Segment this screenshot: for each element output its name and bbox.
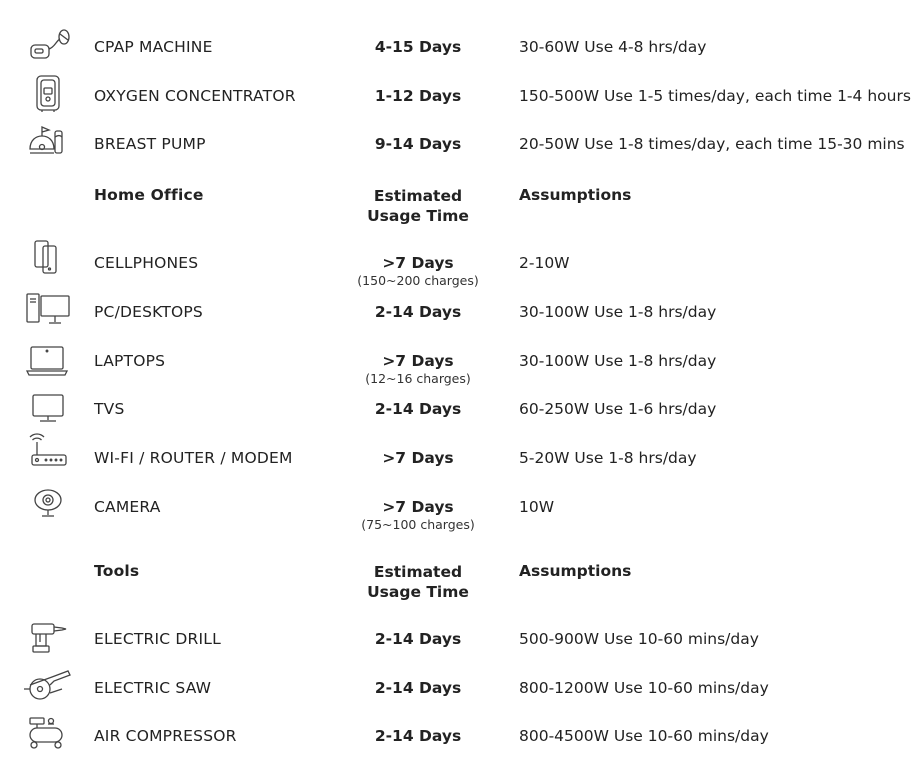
usage-time-header-line1: Estimated bbox=[373, 563, 463, 581]
usage-time-header-line1: Estimated bbox=[373, 187, 463, 205]
assumption: 800-4500W Use 10-60 mins/day bbox=[519, 727, 769, 745]
usage-time-value: 1-12 Days bbox=[374, 87, 462, 105]
usage-time bbox=[340, 135, 496, 153]
device-name: ELECTRIC DRILL bbox=[94, 630, 221, 648]
assumption: 30-100W Use 1-8 hrs/day bbox=[519, 303, 717, 321]
section-title: Tools bbox=[94, 562, 140, 580]
assumption: 60-250W Use 1-6 hrs/day bbox=[519, 400, 717, 418]
electric-saw-icon bbox=[22, 667, 74, 707]
section-title: Home Office bbox=[94, 186, 204, 204]
tv-icon bbox=[22, 390, 74, 430]
cpap-machine-icon bbox=[22, 27, 74, 67]
usage-time-note: (12~16 charges) bbox=[365, 371, 471, 386]
usage-time-value: 2-14 Days bbox=[374, 727, 462, 745]
usage-time-value: >7 Days bbox=[382, 498, 454, 516]
oxygen-concentrator-icon bbox=[22, 74, 74, 114]
assumption: 20-50W Use 1-8 times/day, each time 15-30 mins bbox=[519, 135, 905, 153]
usage-time bbox=[340, 254, 496, 288]
usage-time-value: 2-14 Days bbox=[374, 679, 462, 697]
usage-time-header-line2: Usage Time bbox=[367, 583, 469, 601]
assumption: 5-20W Use 1-8 hrs/day bbox=[519, 449, 697, 467]
device-name: PC/DESKTOPS bbox=[94, 303, 203, 321]
usage-time-value: >7 Days bbox=[382, 449, 454, 467]
device-name: ELECTRIC SAW bbox=[94, 679, 212, 697]
device-name: CPAP MACHINE bbox=[94, 38, 213, 56]
assumption: 800-1200W Use 10-60 mins/day bbox=[519, 679, 769, 697]
assumptions-header: Assumptions bbox=[519, 186, 632, 204]
assumption: 2-10W bbox=[519, 254, 570, 272]
usage-time bbox=[340, 630, 496, 648]
assumption: 30-60W Use 4-8 hrs/day bbox=[519, 38, 707, 56]
desktop-pc-icon bbox=[22, 290, 74, 330]
laptop-icon bbox=[22, 342, 74, 382]
usage-time bbox=[340, 449, 496, 467]
usage-time bbox=[340, 400, 496, 418]
assumptions-header: Assumptions bbox=[519, 562, 632, 580]
usage-time-value: 9-14 Days bbox=[374, 135, 462, 153]
assumption: 500-900W Use 10-60 mins/day bbox=[519, 630, 759, 648]
assumption: 150-500W Use 1-5 times/day, each time 1-4 hours bbox=[519, 87, 911, 105]
assumption: 10W bbox=[519, 498, 555, 516]
usage-time-header bbox=[340, 186, 496, 226]
assumption: 30-100W Use 1-8 hrs/day bbox=[519, 352, 717, 370]
usage-time-value: >7 Days bbox=[382, 352, 454, 370]
usage-time-value: 2-14 Days bbox=[374, 303, 462, 321]
usage-time bbox=[340, 303, 496, 321]
usage-time-note: (75~100 charges) bbox=[361, 517, 475, 532]
device-name: BREAST PUMP bbox=[94, 135, 206, 153]
camera-icon bbox=[22, 485, 74, 525]
usage-time bbox=[340, 498, 496, 532]
breast-pump-icon bbox=[22, 123, 74, 163]
device-name: WI-FI / ROUTER / MODEM bbox=[94, 449, 293, 467]
usage-time bbox=[340, 727, 496, 745]
usage-time bbox=[340, 352, 496, 386]
usage-time bbox=[340, 87, 496, 105]
device-name: AIR COMPRESSOR bbox=[94, 727, 237, 745]
usage-time-header-line2: Usage Time bbox=[367, 207, 469, 225]
usage-time-value: 2-14 Days bbox=[374, 400, 462, 418]
usage-time bbox=[340, 38, 496, 56]
device-name: OXYGEN CONCENTRATOR bbox=[94, 87, 296, 105]
usage-time-header bbox=[340, 562, 496, 602]
wifi-router-icon bbox=[22, 431, 74, 471]
usage-time-value: 2-14 Days bbox=[374, 630, 462, 648]
usage-time-value: >7 Days bbox=[382, 254, 454, 272]
device-name: TVS bbox=[94, 400, 125, 418]
device-name: CAMERA bbox=[94, 498, 161, 516]
usage-time-value: 4-15 Days bbox=[374, 38, 462, 56]
usage-time-note: (150~200 charges) bbox=[357, 273, 479, 288]
device-name: LAPTOPS bbox=[94, 352, 166, 370]
device-name: CELLPHONES bbox=[94, 254, 199, 272]
cellphone-icon bbox=[22, 239, 74, 279]
air-compressor-icon bbox=[22, 713, 74, 753]
usage-time bbox=[340, 679, 496, 697]
electric-drill-icon bbox=[22, 618, 74, 658]
